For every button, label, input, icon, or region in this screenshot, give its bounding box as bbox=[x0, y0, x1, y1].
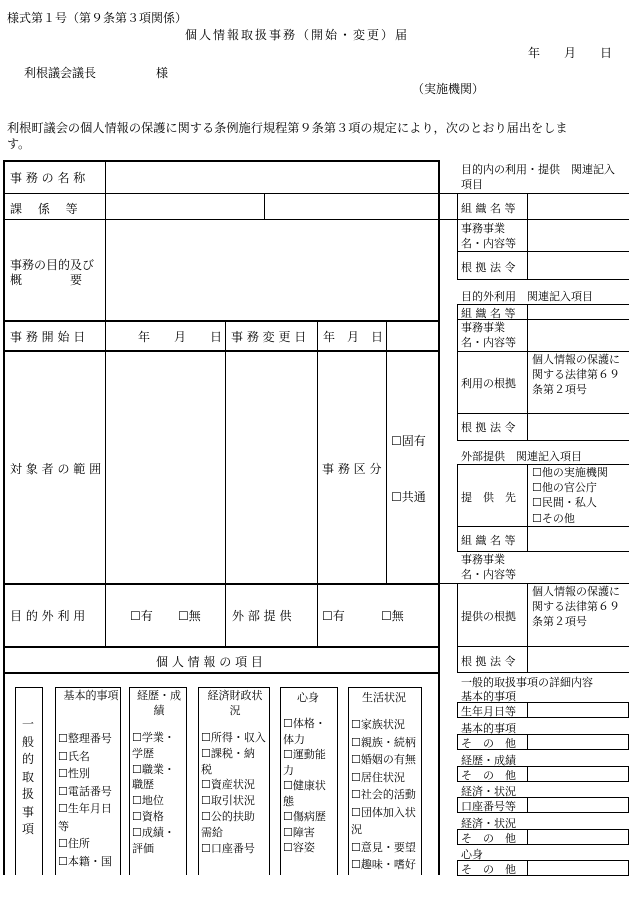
category-seikatsu-title: 生活状況 bbox=[362, 691, 406, 704]
label-kihon-2: 基本的事項 bbox=[461, 722, 516, 735]
agency-label: （実施機関） bbox=[412, 82, 485, 96]
checkbox-teikyosaki-gov[interactable]: ☐他の官公庁 bbox=[532, 481, 597, 495]
label-jimujigyo-2: 事務事業名・内容等 bbox=[461, 321, 516, 349]
category-keireki-items: ☐学業・ 学歴 ☐職業・ 職歴 ☐地位 ☐資格 ☐成績・ 評価 bbox=[132, 731, 175, 855]
riyo-konkyo-value: 個人情報の保護に関する法律第６９条第２項号 bbox=[532, 353, 620, 396]
label-shinshin: 心身 bbox=[461, 848, 483, 861]
category-keizai-title: 経済財政状況 bbox=[207, 689, 263, 717]
label-target-scope: 対 象 者 の 範 囲 bbox=[10, 462, 102, 476]
checkbox-teikyosaki-other[interactable]: ☐その他 bbox=[532, 511, 575, 525]
form-number: 様式第１号（第９条第３項関係） bbox=[7, 11, 188, 25]
checkbox-koyu[interactable]: ☐固有 bbox=[391, 434, 426, 448]
checkbox-teikyosaki-other-agency[interactable]: ☐他の実施機関 bbox=[532, 466, 608, 479]
label-sonota-3: そ の 他 bbox=[461, 832, 516, 845]
submission-date: 年 月 日 bbox=[528, 46, 613, 60]
label-gaibu-teikyo: 外 部 提 供 bbox=[232, 609, 292, 623]
label-jimu-name: 事 務 の 名 称 bbox=[10, 171, 86, 185]
label-summary: 概 要 bbox=[10, 273, 83, 287]
label-keizai-2: 経済・状況 bbox=[461, 817, 516, 830]
checkbox-mokutekigai-yes[interactable]: ☐有 bbox=[130, 609, 153, 623]
section-mokutekinai-title: 目的内の利用・提供 関連記入項目 bbox=[461, 163, 615, 191]
start-date-value: 年 月 日 bbox=[138, 330, 223, 344]
label-sonota-1: そ の 他 bbox=[461, 737, 516, 750]
category-keireki-title: 経歴・成績 bbox=[137, 689, 181, 717]
label-change-date: 事 務 変 更 日 bbox=[231, 330, 307, 344]
label-keireki: 経歴・成績 bbox=[461, 754, 516, 767]
checkbox-gaibu-no[interactable]: ☐無 bbox=[381, 609, 404, 623]
category-keizai-items: ☐所得・収入 ☐課税・納 税 ☐資産状況 ☐取引状況 ☐公的扶助 需給 ☐口座番号 bbox=[201, 731, 266, 855]
addressee-honorific: 様 bbox=[156, 66, 169, 80]
category-kihon-title: 基本的事項 bbox=[63, 689, 119, 702]
label-seinengappi: 生年月日等 bbox=[461, 705, 516, 718]
label-start-date: 事 務 開 始 日 bbox=[10, 330, 86, 344]
section-gaibu-title: 外部提供 関連記入項目 bbox=[461, 450, 582, 463]
label-jimu-kubun: 事 務 区 分 bbox=[322, 462, 382, 476]
checkbox-mokutekigai-no[interactable]: ☐無 bbox=[178, 609, 201, 623]
label-sonota-4: そ の 他 bbox=[461, 863, 516, 876]
checkbox-kyotsu[interactable]: ☐共通 bbox=[391, 490, 426, 504]
section-mokutekigai-title: 目的外利用 関連記入項目 bbox=[461, 290, 593, 303]
label-jimujigyo-3: 事務事業名・内容等 bbox=[461, 553, 516, 581]
label-sonota-2: そ の 他 bbox=[461, 769, 516, 782]
category-seikatsu-items: ☐家族状況 ☐親族・続柄 ☐婚姻の有無 ☐居住状況 ☐社会的活動 ☐団体加入状 況 ☐意見・要望 ☐趣味・嗜好 bbox=[351, 718, 416, 871]
label-konkyo-2: 根 拠 法 令 bbox=[461, 421, 516, 434]
label-mokutekigai: 目 的 外 利 用 bbox=[10, 609, 86, 623]
intro-text-line2: す。 bbox=[7, 137, 31, 151]
label-koumoku: 個 人 情 報 の 項 目 bbox=[156, 655, 263, 669]
label-teikyo-konkyo: 提供の根拠 bbox=[461, 610, 516, 623]
label-riyo-konkyo: 利用の根拠 bbox=[461, 377, 516, 390]
label-konkyo-3: 根 拠 法 令 bbox=[461, 655, 516, 668]
section-shosai-title: 一般的取扱事項の詳細内容 bbox=[461, 676, 593, 689]
teikyosaki-options bbox=[532, 465, 608, 526]
addressee: 利根議会議長 bbox=[24, 66, 97, 80]
label-konkyo-1: 根 拠 法 令 bbox=[461, 261, 516, 274]
label-section: 課 係 等 bbox=[10, 202, 78, 216]
label-soshiki-2: 組 織 名 等 bbox=[461, 307, 516, 320]
form-title: 個人情報取扱事務（開始・変更）届 bbox=[185, 28, 410, 42]
category-shinshin-title: 心身 bbox=[297, 691, 319, 704]
checkbox-teikyosaki-private[interactable]: ☐民間・私人 bbox=[532, 496, 597, 510]
category-shinshin-items: ☐体格・ 体力 ☐運動能 力 ☐健康状 態 ☐傷病歴 ☐障害 ☐容姿 bbox=[283, 717, 326, 854]
label-keizai-1: 経済・状況 bbox=[461, 785, 516, 798]
checkbox-gaibu-yes[interactable]: ☐有 bbox=[322, 609, 345, 623]
label-soshiki-3: 組 織 名 等 bbox=[461, 534, 516, 547]
label-purpose: 事務の目的及び bbox=[10, 258, 95, 272]
label-ippan-vertical: 一 般 的 取 扱 事 項 bbox=[22, 717, 35, 836]
change-date-value: 年 月 日 bbox=[323, 330, 384, 344]
category-kihon-items: ☐整理番号 ☐氏名 ☐性別 ☐電話番号 ☐生年月日 等 ☐住所 ☐本籍・国 bbox=[58, 732, 112, 868]
label-teikyosaki: 提 供 先 bbox=[461, 491, 516, 504]
label-jimujigyo-1: 事務事業名・内容等 bbox=[461, 222, 516, 250]
label-koza: 口座番号等 bbox=[461, 800, 516, 813]
intro-text-line1: 利根町議会の個人情報の保護に関する条例施行規程第９条第３項の規定により，次のとおり届出をしま bbox=[7, 121, 568, 135]
teikyo-konkyo-value: 個人情報の保護に関する法律第６９条第２項号 bbox=[532, 585, 620, 628]
label-soshiki-1: 組 織 名 等 bbox=[461, 202, 516, 215]
label-kihon-1: 基本的事項 bbox=[461, 690, 516, 703]
